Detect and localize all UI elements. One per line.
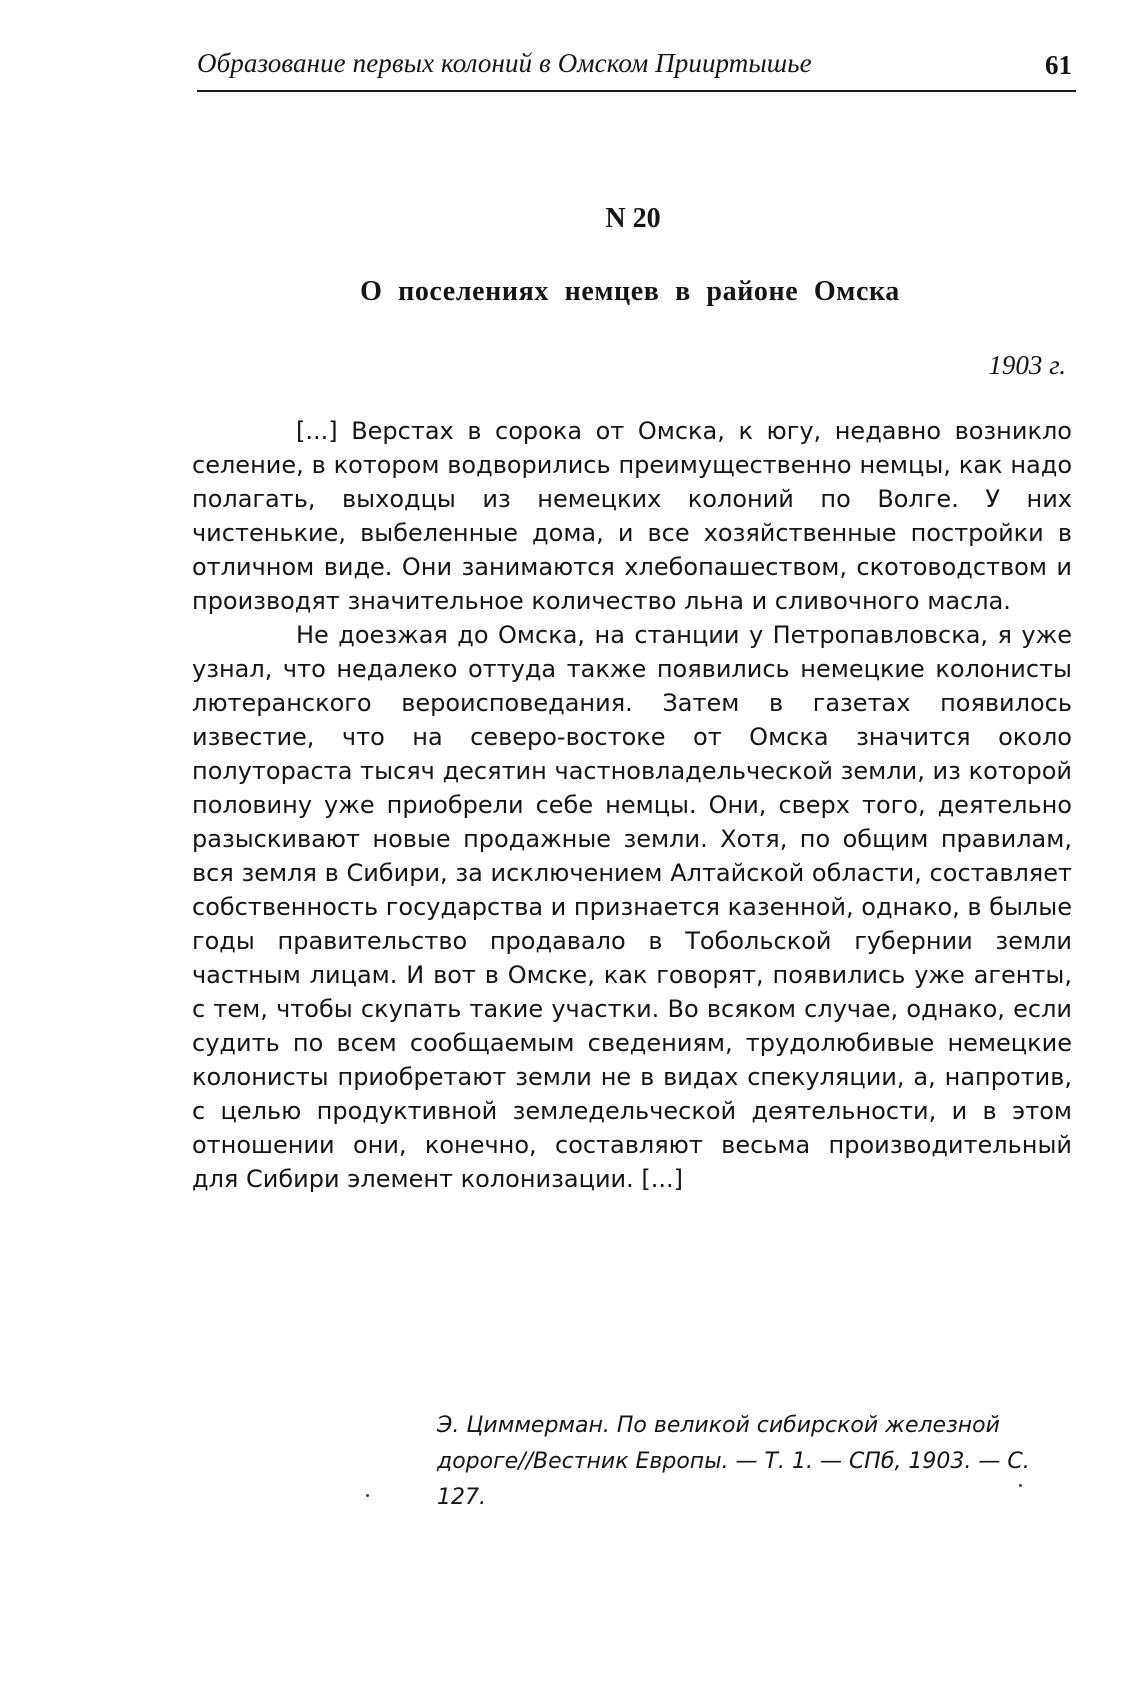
- body-paragraph-1: [...] Верстах в сорока от Омска, к югу, недавно возникло селение, в котором водворились преимущественно немцы, как надо полагать, выходцы из немецких колоний по Волге. У них чистенькие, выбеленные дома, и все хозяйственные постройки в отличном виде. Они занимаются хлебопашеством, скотоводством и производят значительное количество льна и сливочного масла.: [192, 417, 1072, 615]
- running-header: [197, 46, 1076, 92]
- document-number: N 20: [605, 203, 661, 234]
- source-citation: Э. Циммерман. По великой сибирской железной дороге//Вестник Европы. — Т. 1. — СПб, 1903. — С. 127.: [437, 1413, 1030, 1510]
- document-title: О поселениях немцев в районе Омска: [360, 276, 900, 307]
- body-paragraph-2: Не доезжая до Омска, на станции у Петропавловска, я уже узнал, что недалеко оттуда также появились немецкие колонисты лютеранского вероисповедания. Затем в газетах появилось известие, что на северо-востоке от Омска значится около полутораста тысяч десятин частновладельческой земли, из которой половину уже приобрели себе немцы. Они, сверх того, деятельно разыскивают новые продажные земли. Хотя, по общим правилам, вся земля в Сибири, за исключением Алтайской области, составляет собственность государства и признается казенной, однако, в былые годы правительство продавало в Тобольской губернии земли частным лицам. И вот в Омске, как говорят, появились уже агенты, с тем, чтобы скупать такие участки. Во всяком случае, однако, если судить по всем сообщаемым сведениям, трудолюбивые немецкие колонисты приобретают земли не в видах спекуляции, а, напротив, с целью продуктивной земледельческой деятельности, и в этом отношении они, конечно, составляют весьма производительный для Сибири элемент колонизации. [...]: [192, 621, 1072, 1193]
- scan-speck: [366, 1494, 369, 1497]
- scan-speck: [1019, 1484, 1022, 1487]
- document-date: 1903 г.: [988, 350, 1066, 380]
- document-body: [192, 414, 1072, 1196]
- page-number: 61: [1045, 50, 1072, 80]
- running-title: Образование первых колоний в Омском Прииртышье: [197, 48, 812, 78]
